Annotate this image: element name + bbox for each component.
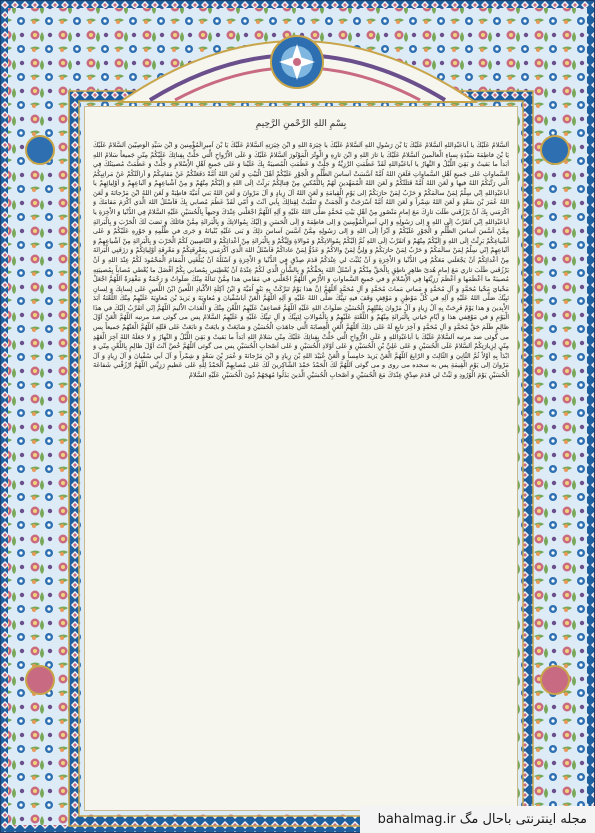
prayer-text-panel: [84, 106, 518, 811]
site-watermark: bahalmag.ir مجله اینترنتی باحال مگ: [377, 812, 587, 827]
prayer-body: [93, 141, 509, 804]
prayer-paragraph: اَلسَّلامُ عَلَيْكَ يا اَباعَبْدِاللهِ اَلسَّلامُ عَلَيْكَ يَا بْنَ رَسُولِ اللهِ اَلسَّلامُ عَلَيْكَ يا خِيَرَةَ اللهِ وَ ابْنَ خِيَرَتِهِ اَلسَّلامُ عَلَيْكَ يَا بْنَ اَميرِالْمُؤْمِنينَ وَ ابْنَ سَيِّدِ الْوَصِيّينَ اَلسَّلامُ عَلَيْكَ يَا بْنَ فاطِمَةَ سَيِّدَةِ نِساءِ الْعالَمينَ اَلسَّلامُ عَلَيْكَ يا ثارَ اللهِ وَ ابْنَ ثارِهِ وَ الْوِتْرَ الْمَوْتُورَ اَلسَّلامُ عَلَيْكَ وَ عَلَى الاَْرْواحِ الَّتي حَلَّتْ بِفِنائِكَ عَلَيْكُمْ مِنّي جَميعاً سَلامُ اللهِ اَبَداً ما بَقيتُ وَ بَقِيَ اللَّيْلُ وَ النَّهارُ يا اَباعَبْدِاللهِ لَقَدْ عَظُمَتِ الرَّزِيَّةُ وَ جَلَّتْ وَ عَظُمَتِ الْمُصيبَةُ بِكَ عَلَيْنا وَ عَلى جَميعِ اَهْلِ الاِْسْلامِ وَ جَلَّتْ وَ عَظُمَتْ مُصيبَتُكَ فِي السَّماواتِ عَلى جَميعِ اَهْلِ السَّماواتِ فَلَعَنَ اللهُ اُمَّةً اَسَّسَتْ اَساسَ الظُّلْمِ وَ الْجَوْرِ عَلَيْكُمْ اَهْلَ الْبَيْتِ وَ لَعَنَ اللهُ اُمَّةً دَفَعَتْكُمْ عَنْ مَقامِكُمْ وَ اَزالَتْكُمْ عَنْ مَراتِبِكُمُ الَّتي رَتَّبَكُمُ اللهُ فيها وَ لَعَنَ اللهُ اُمَّةً قَتَلَتْكُمْ وَ لَعَنَ اللهُ الْمُمَهِّدينَ لَهُمْ بِالتَّمْكينِ مِنْ قِتالِكُمْ بَرِئْتُ اِلَى اللهِ وَ اِلَيْكُمْ مِنْهُمْ وَ مِنْ اَشْياعِهِمْ وَ اَتْباعِهِمْ وَ اَوْلِيائِهِمْ يا اَباعَبْدِاللهِ اِنّي سِلْمٌ لِمَنْ سالَمَكُمْ وَ حَرْبٌ لِمَنْ حارَبَكُمْ اِلى يَوْمِ الْقِيامَةِ وَ لَعَنَ اللهُ آلَ زِيادٍ وَ آلَ مَرْوانَ وَ لَعَنَ اللهُ بَني اُمَيَّةَ قاطِبَةً وَ لَعَنَ اللهُ ابْنَ مَرْجانَةَ وَ لَعَنَ اللهُ عُمَرَ بْنَ سَعْدٍ وَ لَعَنَ اللهُ شِمْراً وَ لَعَنَ اللهُ اُمَّةً اَسْرَجَتْ وَ اَلْجَمَتْ وَ تَنَقَّبَتْ لِقِتالِكَ بِاَبي اَنْتَ وَ اُمّي لَقَدْ عَظُمَ مُصابي بِكَ فَاَسْئَلُ اللهَ الَّذي اَكْرَمَ مَقامَكَ وَ اَكْرَمَني بِكَ اَنْ يَرْزُقَني طَلَبَ ثارِكَ مَعَ اِمامٍ مَنْصُورٍ مِنْ اَهْلِ بَيْتِ مُحَمَّدٍ صَلَّى اللهُ عَلَيْهِ وَ آلِهِ اَللّهُمَّ اجْعَلْني عِنْدَكَ وَجيهاً بِالْحُسَيْنِ عَلَيْهِ السَّلامُ فِي الدُّنْيا وَ الاْخِرَةِ يا اَباعَبْدِاللهِ اِنّي اَتَقَرَّبُ اِلَى اللهِ وَ اِلى رَسُولِهِ وَ اِلى اَميرِالْمُؤْمِنينَ وَ اِلى فاطِمَةَ وَ اِلَى الْحَسَنِ وَ اِلَيْكَ بِمُوالاتِكَ وَ بِالْبَرائَةِ مِمَّنْ قاتَلَكَ وَ نَصَبَ لَكَ الْحَرْبَ وَ بِالْبَرائَةِ مِمَّنْ اَسَّسَ اَساسَ الظُّلْمِ وَ الْجَوْرِ عَلَيْكُمْ وَ اَبْرَأُ اِلَى اللهِ وَ اِلى رَسُولِهِ مِمَّنْ اَسَّسَ اَساسَ ذلِكَ وَ بَنى عَلَيْهِ بُنْيانَهُ وَ جَرى في ظُلْمِهِ وَ جَوْرِهِ عَلَيْكُمْ وَ عَلى اَشْياعِكُمْ بَرِئْتُ اِلَى اللهِ وَ اِلَيْكُمْ مِنْهُمْ وَ اَتَقَرَّبُ اِلَى اللهِ ثُمَّ اِلَيْكُمْ بِمُوالاتِكُمْ وَ مُوالاةِ وَلِيِّكُمْ وَ بِالْبَرائَةِ مِنْ اَعْدائِكُمْ وَ النّاصِبينَ لَكُمُ الْحَرْبَ وَ بِالْبَرائَةِ مِنْ اَشْياعِهِمْ وَ اَتْباعِهِمْ اِنّي سِلْمٌ لِمَنْ سالَمَكُمْ وَ حَرْبٌ لِمَنْ حارَبَكُمْ وَ وَلِيٌّ لِمَنْ والاكُمْ وَ عَدُوٌّ لِمَنْ عاداكُمْ فَاَسْئَلُ اللهَ الَّذي اَكْرَمَني بِمَعْرِفَتِكُمْ وَ مَعْرِفَةِ اَوْلِيائِكُمْ وَ رَزَقَنِي الْبَرائَةَ مِنْ اَعْدائِكُمْ اَنْ يَجْعَلَني مَعَكُمْ فِي الدُّنْيا وَ الاْخِرَةِ وَ اَنْ يُثَبِّتَ لي عِنْدَكُمْ قَدَمَ صِدْقٍ فِي الدُّنْيا وَ الاْخِرَةِ وَ اَسْئَلُهُ اَنْ يُبَلِّغَنِي الْمَقامَ الْمَحْمُودَ لَكُمْ عِنْدَ اللهِ وَ اَنْ يَرْزُقَني طَلَبَ ثاري مَعَ اِمامٍ هُدىً ظاهِرٍ ناطِقٍ بِالْحَقِّ مِنْكُمْ وَ اَسْئَلُ اللهَ بِحَقِّكُمْ وَ بِالشَّأْنِ الَّذي لَكُمْ عِنْدَهُ اَنْ يُعْطِيَني بِمُصابي بِكُمْ اَفْضَلَ ما يُعْطي مُصاباً بِمُصيبَتِهِ مُصيبَةً ما اَعْظَمَها وَ اَعْظَمَ رَزِيَّتَها فِي الاِْسْلامِ وَ في جَميعِ السَّماواتِ وَ الاَْرْضِ اَللّهُمَّ اجْعَلْني في مَقامي هذا مِمَّنْ تَنالُهُ مِنْكَ صَلَواتٌ وَ رَحْمَةٌ وَ مَغْفِرَةٌ اَللّهُمَّ اجْعَلْ مَحْيايَ مَحْيا مُحَمَّدٍ وَ آلِ مُحَمَّدٍ وَ مَماتي مَماتَ مُحَمَّدٍ وَ آلِ مُحَمَّدٍ اَللّهُمَّ اِنَّ هذا يَوْمٌ تَبَرَّكَتْ بِهِ بَنُو اُمَيَّةَ وَ ابْنُ آكِلَةِ الاَْكْبادِ اللَّعينُ ابْنُ اللَّعينِ عَلى لِسانِكَ وَ لِسانِ نَبِيِّكَ صَلَّى اللهُ عَلَيْهِ وَ آلِهِ في كُلِّ مَوْطِنٍ وَ مَوْقِفٍ وَقَفَ فيهِ نَبِيُّكَ صَلَّى اللهُ عَلَيْهِ وَ آلِهِ اَللّهُمَّ الْعَنْ اَباسُفْيانَ وَ مُعاوِيَةَ وَ يَزيدَ بْنَ مُعاوِيَةَ عَلَيْهِمْ مِنْكَ اللَّعْنَةُ اَبَدَ الاْبِدينَ وَ هذا يَوْمٌ فَرِحَتْ بِهِ آلُ زِيادٍ وَ آلُ مَرْوانَ بِقَتْلِهِمُ الْحُسَيْنَ صَلَواتُ اللهِ عَلَيْهِ اَللّهُمَّ فَضاعِفْ عَلَيْهِمُ اللَّعْنَ مِنْكَ وَ الْعَذابَ الاَْليمَ اَللّهُمَّ اِنّي اَتَقَرَّبُ اِلَيْكَ في هذَا الْيَوْمِ وَ في مَوْقِفي هذا وَ اَيّامِ حَياتي بِالْبَرائَةِ مِنْهُمْ وَ اللَّعْنَةِ عَلَيْهِمْ وَ بِالْمُوالاتِ لِنَبِيِّكَ وَ آلِ نَبِيِّكَ عَلَيْهِ وَ عَلَيْهِمُ السَّلامُ پس مى گوئى صد مرتبه اَللّهُمَّ الْعَنْ اَوَّلَ ظالِمٍ ظَلَمَ حَقَّ مُحَمَّدٍ وَ آلِ مُحَمَّدٍ وَ آخِرَ تابِعٍ لَهُ عَلى ذلِكَ اَللّهُمَّ الْعَنِ الْعِصابَةَ الَّتي جاهَدَتِ الْحُسَيْنَ وَ شايَعَتْ وَ بايَعَتْ وَ تابَعَتْ عَلى قَتْلِهِ اَللّهُمَّ الْعَنْهُمْ جَميعاً پس مى گوئى صد مرتبه اَلسَّلامُ عَلَيْكَ يا اَباعَبْدِاللهِ وَ عَلَى الاَْرْواحِ الَّتي حَلَّتْ بِفِنائِكَ عَلَيْكَ مِنّي سَلامُ اللهِ اَبَداً ما بَقيتُ وَ بَقِيَ اللَّيْلُ وَ النَّهارُ وَ لا جَعَلَهُ اللهُ آخِرَ الْعَهْدِ مِنّي لِزِيارَتِكُمْ اَلسَّلامُ عَلَى الْحُسَيْنِ وَ عَلى عَلِيِّ بْنِ الْحُسَيْنِ وَ عَلى اَوْلادِ الْحُسَيْنِ وَ عَلى اَصْحابِ الْحُسَيْنِ پس مى گوئى اَللّهُمَّ خُصَّ اَنْتَ اَوَّلَ ظالِمٍ بِاللَّعْنِ مِنّي وَ ابْدَأْ بِهِ اَوَّلاً ثُمَّ الثّانِيَ وَ الثّالِثَ وَ الرّابِعَ اَللّهُمَّ الْعَنْ يَزيدَ خامِساً وَ الْعَنْ عُبَيْدَ اللهِ بْنَ زِيادٍ وَ ابْنَ مَرْجانَةَ وَ عُمَرَ بْنَ سَعْدٍ وَ شِمْراً وَ آلَ اَبي سُفْيانَ وَ آلَ زِيادٍ وَ آلَ مَرْوانَ اِلى يَوْمِ الْقِيمَةِ پس به سجده مى روى و مى گوئى اَللّهُمَّ لَكَ الْحَمْدُ حَمْدَ الشّاكِرينَ لَكَ عَلى مُصابِهِمْ اَلْحَمْدُ لِلّهِ عَلى عَظيمِ رَزِيَّتي اَللّهُمَّ ارْزُقْني شَفاعَةَ الْحُسَيْنِ يَوْمَ الْوُرُودِ وَ ثَبِّتْ لي قَدَمَ صِدْقٍ عِنْدَكَ مَعَ الْحُسَيْنِ وَ اَصْحابِ الْحُسَيْنِ الَّذينَ بَذَلُوا مُهَجَهُمْ دُونَ الْحُسَيْنِ عَلَيْهِ السَّلامُ: [93, 141, 509, 379]
watermark-bar: [360, 806, 595, 833]
basmala-heading: بِسْمِ اللهِ الرَّحْمنِ الرَّحِيمِ: [255, 119, 347, 129]
